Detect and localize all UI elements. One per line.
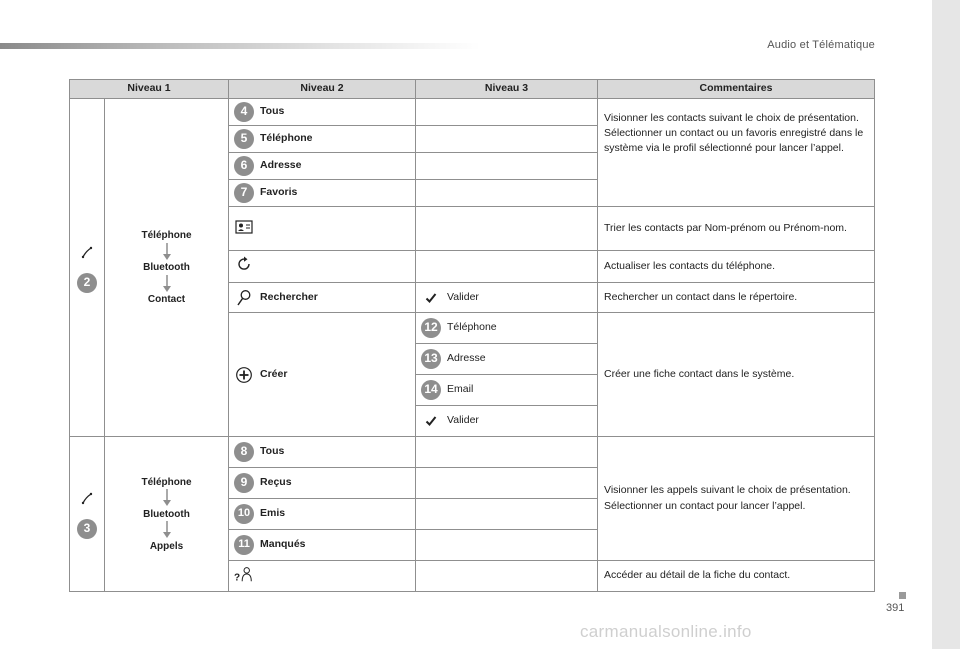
- level3-create-validate: [416, 406, 598, 437]
- level2-favoris: [229, 180, 416, 207]
- table-header-row: [70, 80, 875, 99]
- table-row: [70, 437, 875, 468]
- level3-create-adresse: [416, 344, 598, 375]
- level2-tous: [229, 99, 416, 126]
- page-number: 391: [886, 602, 905, 614]
- header-gradient-bar: [0, 43, 480, 49]
- level3-validate: [416, 283, 598, 313]
- level2-detail: [229, 561, 416, 592]
- level2-create: [229, 313, 416, 437]
- level2-label: Tous: [260, 105, 285, 118]
- level3-empty: [416, 468, 598, 499]
- comment-view-contacts: [598, 99, 875, 207]
- section-badge-2: 2: [77, 273, 97, 293]
- badge-4: 4: [234, 102, 254, 122]
- path-step-appels: Appels: [149, 540, 184, 552]
- comment-create: Créer une fiche contact dans le système.: [598, 313, 875, 437]
- level2-label: Adresse: [260, 159, 302, 172]
- arrow-down-icon: [162, 242, 172, 261]
- check-icon: [421, 288, 441, 308]
- arrow-down-icon: [162, 274, 172, 293]
- section-contacts-path: [105, 99, 229, 437]
- comment-refresh: Actualiser les contacts du téléphone.: [598, 251, 875, 283]
- level2-label: Emis: [260, 507, 286, 520]
- level3-empty: [416, 561, 598, 592]
- level2-recus: [229, 468, 416, 499]
- footer-square-mark: [899, 592, 906, 599]
- comment-search: Rechercher un contact dans le répertoire.: [598, 283, 875, 313]
- level2-emis: [229, 499, 416, 530]
- arrow-down-icon: [162, 489, 172, 508]
- level2-tous-calls: [229, 437, 416, 468]
- column-header-comments: Commentaires: [598, 80, 875, 99]
- watermark: carmanualsonline.info: [580, 622, 752, 641]
- section-contacts-level1: [70, 99, 105, 437]
- column-header-level2: Niveau 2: [229, 80, 416, 99]
- path-step-telephone: Téléphone: [141, 230, 192, 241]
- contact-detail-icon: [234, 564, 254, 584]
- arrow-down-icon: [162, 521, 172, 540]
- badge-12: 12: [421, 318, 441, 338]
- path-step-telephone: Téléphone: [141, 476, 192, 488]
- contact-card-icon: [234, 217, 254, 237]
- level2-sort: [229, 207, 416, 251]
- badge-6: 6: [234, 156, 254, 176]
- level3-empty: [416, 126, 598, 153]
- section-calls-level1: [70, 437, 105, 592]
- badge-10: 10: [234, 504, 254, 524]
- badge-9: 9: [234, 473, 254, 493]
- level3-empty: [416, 180, 598, 207]
- level2-label: Reçus: [260, 476, 292, 489]
- level3-label: Téléphone: [447, 321, 497, 334]
- refresh-icon: [234, 254, 254, 274]
- level3-label: Valider: [447, 290, 479, 303]
- svg-text:?: ?: [234, 572, 241, 583]
- level3-empty: [416, 153, 598, 180]
- phone-icon: [77, 243, 97, 263]
- side-band: [932, 0, 960, 649]
- page-header-title: Audio et Télématique: [767, 39, 875, 51]
- phone-icon: [77, 489, 97, 509]
- level2-telephone: [229, 126, 416, 153]
- level3-empty: [416, 207, 598, 251]
- badge-14: 14: [421, 380, 441, 400]
- level2-manques: [229, 530, 416, 561]
- level3-empty: [416, 530, 598, 561]
- level2-label: Créer: [260, 367, 288, 380]
- column-header-level3: Niveau 3: [416, 80, 598, 99]
- section-badge-3: 3: [77, 519, 97, 539]
- path-step-bluetooth: Bluetooth: [143, 262, 190, 273]
- badge-11: 11: [234, 535, 254, 555]
- section-calls-path: [105, 437, 229, 592]
- level2-adresse: [229, 153, 416, 180]
- badge-5: 5: [234, 129, 254, 149]
- add-icon: [234, 365, 254, 385]
- level2-label: Manqués: [260, 538, 306, 551]
- path-step-contact: Contact: [147, 294, 186, 305]
- path-step-bluetooth: Bluetooth: [143, 508, 190, 520]
- level3-label: Email: [447, 383, 474, 396]
- level3-empty: [416, 499, 598, 530]
- comment-text: Visionner les appels suivant le choix de présentation. Sélectionner un contact pour lancer l’appel.: [604, 484, 851, 512]
- menu-table: [69, 79, 875, 592]
- badge-7: 7: [234, 183, 254, 203]
- comment-text: Visionner les contacts suivant le choix de présentation. Sélectionner un contact ou un favoris enregistré dans le système via le profil sélectionné pour lancer l’appel.: [604, 112, 864, 155]
- comment-detail: Accéder au détail de la fiche du contact.: [598, 561, 875, 592]
- level2-label: Favoris: [260, 186, 298, 199]
- comment-view-calls: [598, 437, 875, 561]
- check-icon: [421, 411, 441, 431]
- level3-empty: [416, 437, 598, 468]
- level3-empty: [416, 99, 598, 126]
- level3-label: Valider: [447, 414, 479, 427]
- search-icon: [234, 288, 254, 308]
- level2-label: Rechercher: [260, 290, 318, 303]
- comment-sort: Trier les contacts par Nom-prénom ou Prénom-nom.: [598, 207, 875, 251]
- level2-search: [229, 283, 416, 313]
- level2-refresh: [229, 251, 416, 283]
- badge-8: 8: [234, 442, 254, 462]
- level3-create-telephone: [416, 313, 598, 344]
- level3-create-email: [416, 375, 598, 406]
- level3-empty: [416, 251, 598, 283]
- table-row: [70, 99, 875, 126]
- badge-13: 13: [421, 349, 441, 369]
- column-header-level1: Niveau 1: [70, 80, 229, 99]
- level3-label: Adresse: [447, 352, 486, 365]
- level2-label: Téléphone: [260, 132, 313, 145]
- level2-label: Tous: [260, 445, 285, 458]
